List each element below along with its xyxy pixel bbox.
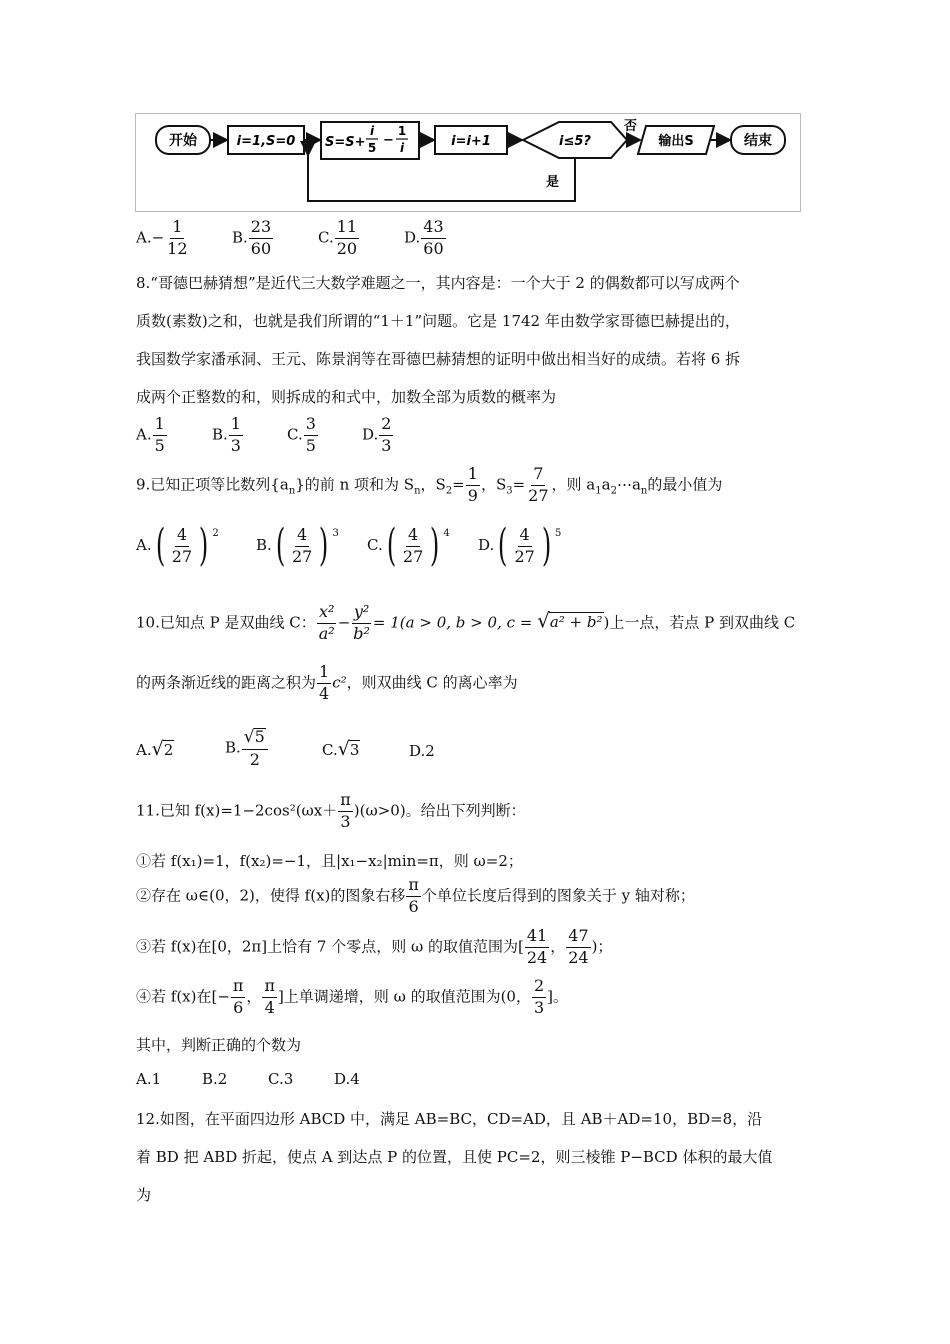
- option-label: B.: [232, 228, 248, 247]
- frac-num: 4: [406, 527, 420, 547]
- frac-den: 27: [528, 485, 549, 505]
- frac-den: 27: [291, 546, 313, 566]
- subscript: 2: [610, 485, 617, 497]
- subscript: n: [414, 485, 421, 497]
- q11-text: ，: [550, 937, 566, 956]
- option-label: C.: [318, 228, 334, 247]
- frac-num: y²: [352, 604, 371, 624]
- frac-den: 24: [568, 947, 589, 967]
- frac-num: π: [231, 978, 246, 998]
- q12-line-3: 为: [136, 1186, 152, 1204]
- c-squared: c²: [332, 673, 347, 692]
- sqrt-content: 5: [254, 727, 265, 746]
- q10-option-d: D.2: [409, 742, 435, 760]
- exponent: 3: [332, 528, 339, 539]
- subscript: n: [640, 485, 648, 497]
- option-label: B.: [256, 536, 272, 554]
- option-label: D.: [404, 228, 421, 247]
- q11-text: 11.已知 f(x)=1−2cos²(ωx＋: [136, 801, 338, 820]
- frac-den: 3: [533, 997, 545, 1017]
- q11-intro: [136, 792, 526, 831]
- q9-text: 9.已知正项等比数列{a: [136, 475, 289, 494]
- q9-text: =: [452, 475, 465, 494]
- sqrt-content: 3: [349, 741, 360, 759]
- exponent: 2: [212, 528, 219, 539]
- q8-option-d: [362, 416, 394, 455]
- q10-text: 上一点，若点 P 到双曲线 C: [609, 613, 796, 632]
- frac-num: 1: [229, 416, 243, 436]
- q7-option-d: [404, 219, 447, 258]
- q11-text: ②存在 ω∈(0，2)，使得 f(x)的图象右移: [136, 886, 406, 905]
- q9-text: }的前 n 项和为 S: [295, 475, 415, 494]
- frac-num: 1: [153, 416, 167, 436]
- q8-option-a: [136, 416, 168, 455]
- q8-line-3: 我国数学家潘承洞、王元、陈景润等在哥德巴赫猜想的证明中做出相当好的成绩。若将 6 拆: [136, 350, 741, 368]
- q9-text: a: [601, 475, 611, 494]
- q9-stem: [136, 466, 722, 505]
- q10-option-a: A.√2: [136, 738, 174, 760]
- frac-den: 6: [233, 997, 244, 1017]
- minus: −: [337, 613, 351, 632]
- option-label: C.: [287, 425, 303, 444]
- frac-den: 2: [249, 749, 260, 769]
- frac-num: 1: [170, 219, 184, 239]
- frac-den: a²: [318, 623, 335, 643]
- option-label: B.: [212, 425, 228, 444]
- frac-den: 3: [340, 811, 351, 831]
- subscript: 3: [506, 485, 513, 497]
- init-text: i=1,S=0: [236, 134, 296, 149]
- exponent: 5: [554, 528, 562, 539]
- frac-den: 5: [305, 435, 316, 455]
- frac-den: 6: [408, 896, 419, 916]
- no-label: 否: [624, 119, 638, 134]
- flowchart-diagram: [136, 114, 800, 211]
- q11-text: 个单位长度后得到的图象关于 y 轴对称；: [421, 886, 695, 905]
- frac-den: 24: [526, 947, 548, 967]
- frac-den: 3: [230, 435, 241, 455]
- option-label: D.: [478, 536, 495, 554]
- q11-item-2: [136, 877, 695, 916]
- q9-option-a: A.( $\frac{4}{27}$ ) $^2$: [136, 520, 219, 571]
- q11-text: )；: [591, 937, 613, 956]
- q8-option-b: [212, 416, 244, 455]
- subscript: 2: [445, 485, 453, 497]
- subscript: n: [288, 485, 296, 497]
- frac-num: π: [338, 792, 353, 812]
- q11-item-4: [136, 978, 568, 1017]
- frac-num: 3: [304, 416, 318, 436]
- frac-num: 4: [175, 527, 189, 547]
- frac-den: b²: [353, 623, 370, 643]
- frac-num: 4: [295, 527, 309, 547]
- q11-option-d: D.4: [334, 1070, 360, 1088]
- frac-num: 7: [531, 466, 545, 486]
- update-frac1-den: 5: [367, 141, 377, 155]
- q11-option-c: C.3: [268, 1070, 294, 1088]
- q10-option-c: C.√3: [322, 738, 360, 760]
- q9-text: ⋯a: [616, 475, 641, 494]
- frac-num: 1: [466, 466, 480, 486]
- q11-option-b: B.2: [202, 1070, 228, 1088]
- q10-text: 的两条渐近线的距离之积为: [136, 673, 317, 692]
- option-label: C.: [367, 536, 383, 554]
- frac-num: π: [406, 877, 421, 897]
- frac-num: 2: [379, 416, 393, 436]
- frac-num: 4: [518, 527, 532, 547]
- q7-option-b: [232, 219, 274, 258]
- option-label: B.: [225, 738, 241, 757]
- frac-num: 41: [525, 928, 549, 948]
- q11-text: ]。: [547, 987, 569, 1006]
- q8-line-1: 8.“哥德巴赫猜想”是近代三大数学难题之一，其内容是：一个大于 2 的偶数都可以写成两个: [136, 274, 740, 292]
- frac-num: 23: [249, 219, 273, 239]
- frac-den: 4: [319, 683, 330, 703]
- update-minus: −: [383, 133, 394, 148]
- q10-option-b: [225, 728, 269, 769]
- q7-option-a: [136, 219, 191, 258]
- q9-text: ，则 a: [551, 475, 596, 494]
- output-text: 输出S: [658, 134, 694, 149]
- option-label: A.: [136, 741, 152, 759]
- q10-text: 10.已知点 P 是双曲线 C：: [136, 613, 316, 632]
- update-prefix: S=S+: [325, 135, 366, 150]
- frac-den: 12: [167, 238, 188, 258]
- update-frac1-num: i: [369, 124, 375, 138]
- sqrt-content: 2: [163, 741, 174, 759]
- frac-num: x²: [317, 604, 336, 624]
- frac-num: √5: [242, 728, 268, 750]
- frac-den: 20: [336, 238, 358, 258]
- flowchart: [135, 113, 801, 212]
- frac-num: 43: [421, 219, 445, 239]
- q9-text: 的最小值为: [647, 475, 723, 494]
- frac-den: 5: [154, 435, 165, 455]
- q9-text: ，S: [420, 475, 446, 494]
- q11-text: ]上单调递增，则 ω 的取值范围为(0，: [277, 987, 531, 1006]
- q10-text: ，则双曲线 C 的离心率为: [346, 673, 518, 692]
- option-label: A.−: [136, 228, 165, 247]
- frac-num: 1: [317, 664, 331, 684]
- q11-item-3: [136, 928, 612, 967]
- start-text: 开始: [169, 133, 197, 149]
- frac-den: 27: [514, 546, 535, 566]
- frac-den: 4: [264, 997, 275, 1017]
- sqrt-sign: √: [537, 608, 550, 633]
- decision-text: i≤5?: [559, 134, 591, 149]
- option-label: A.: [136, 425, 152, 444]
- q7-option-c: [318, 219, 360, 258]
- option-label: A.: [136, 536, 152, 554]
- option-label: D.: [362, 425, 379, 444]
- frac-den: 27: [171, 546, 193, 566]
- q9-text: =: [512, 475, 526, 494]
- subscript: 1: [595, 485, 602, 497]
- frac-den: 27: [402, 546, 424, 566]
- frac-den: 9: [467, 485, 478, 505]
- q12-line-1: 12.如图，在平面四边形 ABCD 中，满足 AB=BC，CD=AD，且 AB＋AD=10，BD=8，沿: [136, 1110, 763, 1128]
- q11-item-1: ①若 f(x₁)=1，f(x₂)=−1，且|x₁−x₂|min=π，则 ω=2；: [136, 852, 523, 870]
- update-frac2-den: i: [399, 141, 405, 155]
- frac-num: 47: [566, 928, 590, 948]
- q11-text: )(ω>0)。给出下列判断：: [353, 801, 526, 820]
- q11-question: 其中，判断正确的个数为: [136, 1036, 302, 1054]
- frac-den: 60: [423, 238, 444, 258]
- q12-line-2: 着 BD 把 ABD 折起，使点 A 到达点 P 的位置，且使 PC=2，则三棱锥 P−BCD 体积的最大值: [136, 1148, 773, 1166]
- q10-text: ): [603, 613, 610, 632]
- exponent: 4: [443, 528, 450, 539]
- q8-line-4: 成两个正整数的和，则拆成的和式中，加数全部为质数的概率为: [136, 388, 557, 406]
- q8-line-2: 质数(素数)之和，也就是我们所谓的“1＋1”问题。它是 1742 年由数学家哥德巴赫提出的，: [136, 312, 740, 330]
- option-label: C.: [322, 741, 338, 759]
- frac-num: 2: [532, 978, 546, 998]
- q10-line-2: [136, 664, 518, 703]
- q8-option-c: [287, 416, 319, 455]
- yes-label: 是: [546, 175, 560, 190]
- increment-text: i=i+1: [451, 134, 491, 149]
- q9-text: ，S: [480, 475, 507, 494]
- end-text: 结束: [744, 133, 772, 149]
- frac-den: 3: [381, 435, 392, 455]
- q11-option-a: A.1: [136, 1070, 162, 1088]
- q11-text: ③若 f(x)在[0，2π]上恰有 7 个零点，则 ω 的取值范围为[: [136, 937, 524, 956]
- q10-stem: [136, 604, 795, 643]
- q9-option-b: B.( $\frac{4}{27}$ ) $^3$: [256, 520, 339, 571]
- q11-text: ④若 f(x)在[−: [136, 987, 230, 1006]
- update-frac2-num: 1: [397, 124, 407, 138]
- sqrt-content: a² + b²: [549, 613, 603, 632]
- q11-text: ，: [246, 987, 262, 1006]
- q9-option-c: C.( $\frac{4}{27}$ ) $^4$: [367, 520, 450, 571]
- q10-condition: = 1(a > 0, b > 0, c =: [372, 613, 538, 632]
- frac-num: π: [262, 978, 277, 998]
- frac-den: 60: [250, 238, 272, 258]
- q9-option-d: D.( $\frac{4}{27}$ ) $^5$: [478, 520, 562, 571]
- frac-num: 11: [335, 219, 359, 239]
